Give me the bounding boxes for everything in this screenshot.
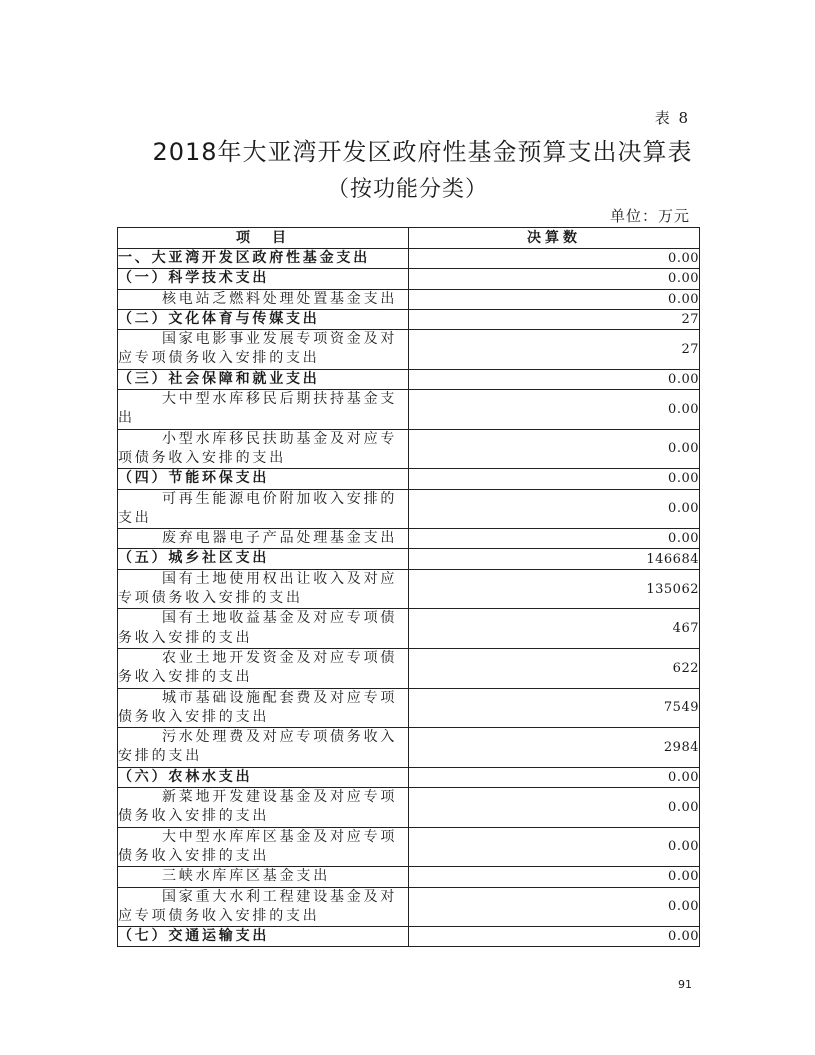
value-cell: 0.00 [409, 390, 700, 430]
table-row [118, 390, 700, 430]
item-cell: 国有土地使用权出让收入及对应专项债务收入安排的支出 [118, 569, 409, 609]
value-cell: 0.00 [409, 867, 700, 887]
value-cell: 0.00 [409, 767, 700, 787]
item-cell: 新菜地开发建设基金及对应专项债务收入安排的支出 [118, 788, 409, 828]
table-row [118, 369, 700, 389]
table-row [118, 269, 700, 289]
item-cell: 国有土地收益基金及对应专项债务收入安排的支出 [118, 609, 409, 649]
table-row [118, 648, 700, 688]
item-cell: （二）文化体育与传媒支出 [118, 309, 409, 329]
value-cell: 0.00 [409, 289, 700, 309]
value-cell: 27 [409, 309, 700, 329]
item-cell: 一、大亚湾开发区政府性基金支出 [118, 249, 409, 269]
value-cell: 0.00 [409, 469, 700, 489]
value-cell: 622 [409, 648, 700, 688]
unit-label: 单位：万元 [609, 207, 690, 225]
item-cell: 国家重大水利工程建设基金及对应专项债务收入安排的支出 [118, 887, 409, 927]
table-row [118, 569, 700, 609]
item-cell: 污水处理费及对应专项债务收入安排的支出 [118, 728, 409, 768]
value-cell: 0.00 [409, 788, 700, 828]
table-row [118, 827, 700, 867]
item-cell: （四）节能环保支出 [118, 469, 409, 489]
table-row [118, 867, 700, 887]
item-cell: 国家电影事业发展专项资金及对应专项债务收入安排的支出 [118, 330, 409, 370]
value-cell: 0.00 [409, 249, 700, 269]
value-cell: 0.00 [409, 827, 700, 867]
budget-table [117, 227, 700, 947]
table-row [118, 688, 700, 728]
item-cell: （五）城乡社区支出 [118, 549, 409, 569]
item-cell: （七）交通运输支出 [118, 927, 409, 947]
item-cell: （一）科学技术支出 [118, 269, 409, 289]
value-cell: 0.00 [409, 927, 700, 947]
value-cell: 0.00 [409, 887, 700, 927]
page-subtitle: （按功能分类） [326, 177, 488, 202]
table-row [118, 469, 700, 489]
table-row [118, 788, 700, 828]
item-cell: 大中型水库移民后期扶持基金支出 [118, 390, 409, 430]
table-row [118, 429, 700, 469]
page-number: 91 [678, 978, 692, 991]
item-cell: （六）农林水支出 [118, 767, 409, 787]
page-title: 2018年大亚湾开发区政府性基金预算支出决算表 [152, 138, 693, 166]
table-row [118, 289, 700, 309]
item-cell: 城市基础设施配套费及对应专项债务收入安排的支出 [118, 688, 409, 728]
table-row [118, 549, 700, 569]
value-cell: 0.00 [409, 269, 700, 289]
column-header-item: 项 目 [118, 228, 409, 249]
table-row [118, 529, 700, 549]
table-row [118, 927, 700, 947]
item-cell: 农业土地开发资金及对应专项债务收入安排的支出 [118, 648, 409, 688]
table-row [118, 330, 700, 370]
table-row [118, 887, 700, 927]
column-header-amount: 决算数 [409, 228, 700, 249]
table-row [118, 767, 700, 787]
value-cell: 0.00 [409, 489, 700, 529]
table-header-row [118, 228, 700, 249]
value-cell: 2984 [409, 728, 700, 768]
value-cell: 7549 [409, 688, 700, 728]
value-cell: 0.00 [409, 429, 700, 469]
value-cell: 0.00 [409, 529, 700, 549]
table-row [118, 489, 700, 529]
item-cell: 废弃电器电子产品处理基金支出 [118, 529, 409, 549]
item-cell: 可再生能源电价附加收入安排的支出 [118, 489, 409, 529]
table-row [118, 249, 700, 269]
table-row [118, 309, 700, 329]
item-cell: 大中型水库库区基金及对应专项债务收入安排的支出 [118, 827, 409, 867]
item-cell: 核电站乏燃料处理处置基金支出 [118, 289, 409, 309]
value-cell: 0.00 [409, 369, 700, 389]
table-row [118, 609, 700, 649]
table-number: 表 8 [654, 109, 690, 127]
value-cell: 27 [409, 330, 700, 370]
value-cell: 467 [409, 609, 700, 649]
table-row [118, 728, 700, 768]
item-cell: （三）社会保障和就业支出 [118, 369, 409, 389]
value-cell: 135062 [409, 569, 700, 609]
item-cell: 三峡水库库区基金支出 [118, 867, 409, 887]
value-cell: 146684 [409, 549, 700, 569]
item-cell: 小型水库移民扶助基金及对应专项债务收入安排的支出 [118, 429, 409, 469]
